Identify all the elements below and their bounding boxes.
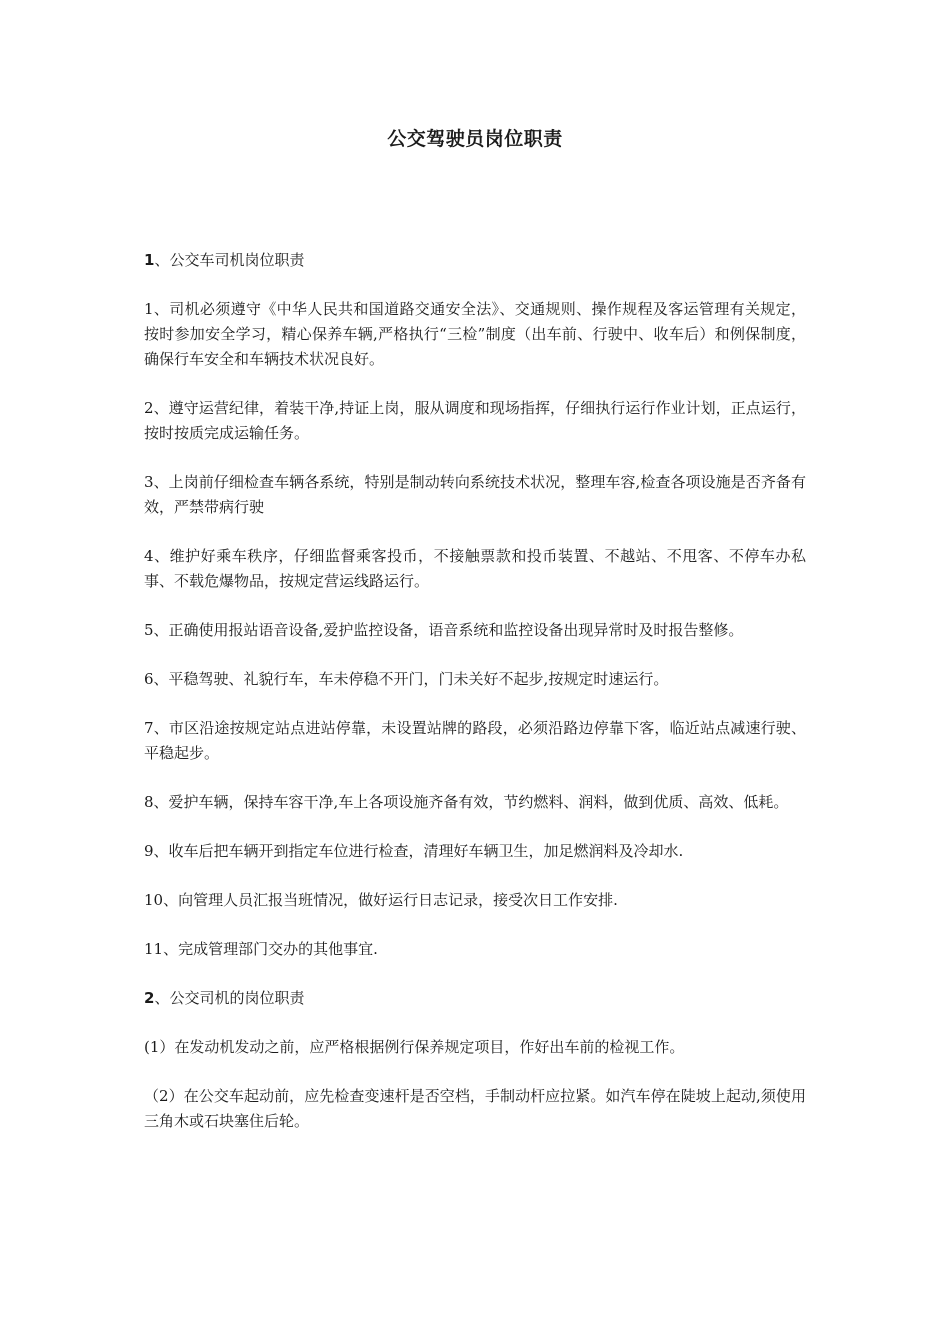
duty-item: 1、司机必须遵守《中华人民共和国道路交通安全法》、交通规则、操作规程及客运管理有关规定，按时参加安全学习，精心保养车辆,严格执行“三检”制度（出车前、行驶中、收车后）和例保制度，确保行车安全和车辆技术状况良好。 — [144, 300, 806, 368]
duty-item: 6、平稳驾驶、礼貌行车，车未停稳不开门，门未关好不起步,按规定时速运行。 — [144, 670, 669, 688]
document-title: 公交驾驶员岗位职责 — [387, 128, 563, 150]
duty-item: 9、收车后把车辆开到指定车位进行检查，清理好车辆卫生，加足燃润料及冷却水. — [144, 842, 684, 860]
duty-item: 10、向管理人员汇报当班情况，做好运行日志记录，接受次日工作安排. — [144, 891, 618, 909]
section-title: 、公交司机的岗位职责 — [154, 989, 305, 1007]
duty-item: 3、上岗前仔细检查车辆各系统，特别是制动转向系统技术状况，整理车容,检查各项设施是否齐备有效，严禁带病行驶 — [144, 473, 806, 516]
section-heading-2 — [144, 986, 806, 1011]
duty-item: 8、爱护车辆，保持车容干净,车上各项设施齐备有效，节约燃料、润料，做到优质、高效、低耗。 — [144, 793, 789, 811]
document-body — [144, 248, 806, 1158]
duty-item: 4、维护好乘车秩序，仔细监督乘客投币，不接触票款和投币装置、不越站、不甩客、不停车办私事、不载危爆物品，按规定营运线路运行。 — [144, 547, 806, 590]
duty-item: 2、遵守运营纪律，着装干净,持证上岗，服从调度和现场指挥，仔细执行运行作业计划，正点运行，按时按质完成运输任务。 — [144, 399, 806, 442]
duty-item: 11、完成管理部门交办的其他事宜. — [144, 940, 378, 958]
duty-item: (1）在发动机发动之前，应严格根据例行保养规定项目，作好出车前的检视工作。 — [144, 1038, 685, 1056]
section-title: 、公交车司机岗位职责 — [154, 251, 305, 269]
duty-item: （2）在公交车起动前，应先检查变速杆是否空档，手制动杆应拉紧。如汽车停在陡坡上起动,须使用三角木或石块塞住后轮。 — [144, 1087, 806, 1130]
duty-item: 7、市区沿途按规定站点进站停靠，未设置站牌的路段，必须沿路边停靠下客，临近站点减速行驶、平稳起步。 — [144, 719, 806, 762]
section-number: 2 — [144, 989, 155, 1007]
duty-item: 5、正确使用报站语音设备,爱护监控设备，语音系统和监控设备出现异常时及时报告整修。 — [144, 621, 744, 639]
section-number: 1 — [144, 251, 155, 269]
section-heading-1 — [144, 248, 806, 273]
